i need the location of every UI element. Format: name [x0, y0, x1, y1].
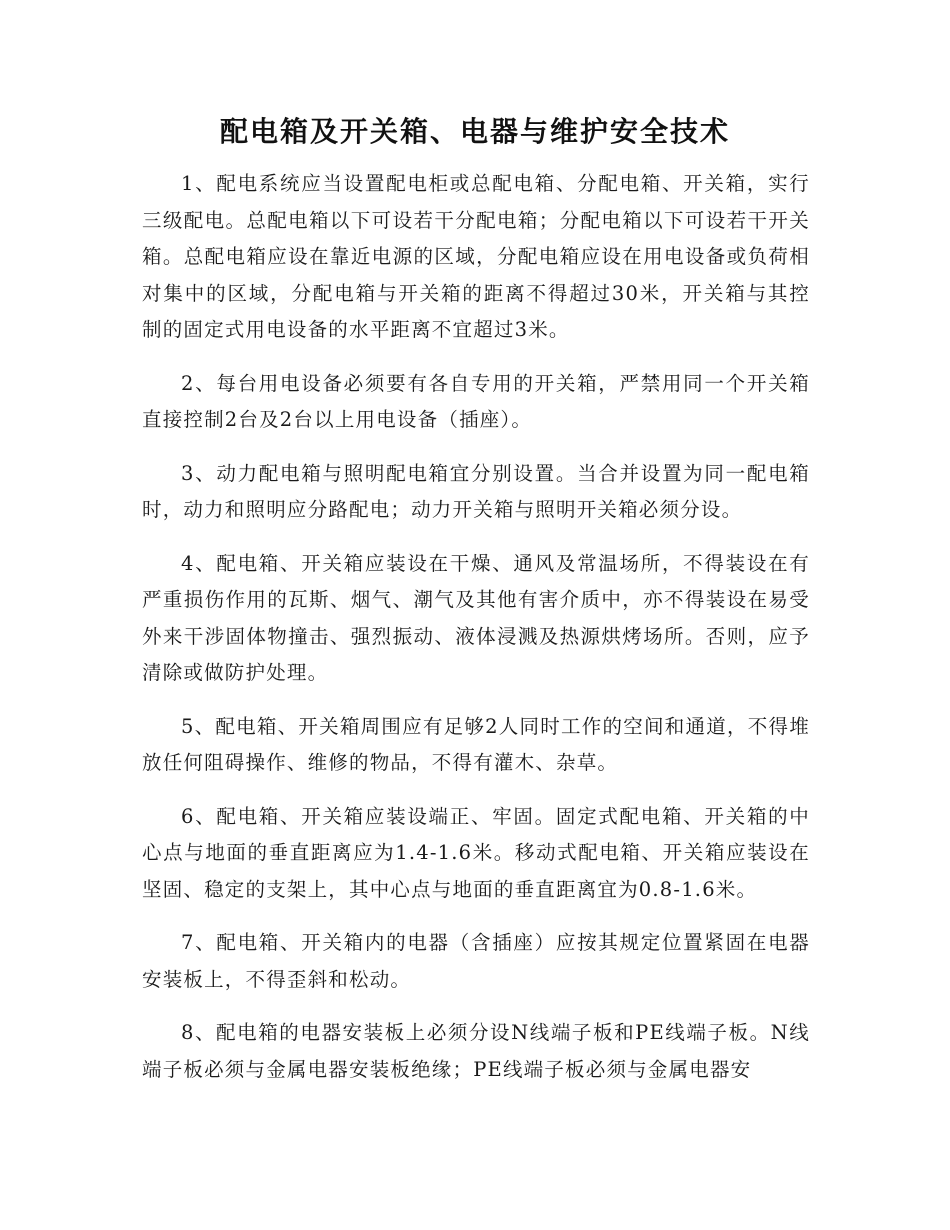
paragraph-7: 7、配电箱、开关箱内的电器（含插座）应按其规定位置紧固在电器安装板上，不得歪斜和松动。: [142, 931, 810, 991]
paragraph-8: 8、配电箱的电器安装板上必须分设N线端子板和PE线端子板。N线端子板必须与金属电器安装板绝缘；PE线端子板必须与金属电器安: [142, 1021, 810, 1081]
paragraph-1: 1、配电系统应当设置配电柜或总配电箱、分配电箱、开关箱，实行三级配电。总配电箱以下可设若干分配电箱；分配电箱以下可设若干开关箱。总配电箱应设在靠近电源的区域，分配电箱应设在用电设备或负荷相对集中的区域，分配电箱与开关箱的距离不得超过30米，开关箱与其控制的固定式用电设备的水平距离不宜超过3米。: [142, 172, 810, 341]
paragraph-6: 6、配电箱、开关箱应装设端正、牢固。固定式配电箱、开关箱的中心点与地面的垂直距离应为1.4-1.6米。移动式配电箱、开关箱应装设在坚固、稳定的支架上，其中心点与地面的垂直距离宜为0.8-1.6米。: [142, 804, 810, 901]
paragraph-4: 4、配电箱、开关箱应装设在干燥、通风及常温场所，不得装设在有严重损伤作用的瓦斯、烟气、潮气及其他有害介质中，亦不得装设在易受外来干涉固体物撞击、强烈振动、液体浸溅及热源烘烤场所。否则，应予清除或做防护处理。: [142, 551, 810, 684]
document-body: [142, 166, 810, 1105]
paragraph-3: 3、动力配电箱与照明配电箱宜分别设置。当合并设置为同一配电箱时，动力和照明应分路配电；动力开关箱与照明开关箱必须分设。: [142, 461, 810, 521]
page-title: 配电箱及开关箱、电器与维护安全技术: [219, 115, 730, 148]
paragraph-5: 5、配电箱、开关箱周围应有足够2人同时工作的空间和通道，不得堆放任何阻碍操作、维修的物品，不得有灌木、杂草。: [142, 714, 810, 774]
paragraph-2: 2、每台用电设备必须要有各自专用的开关箱，严禁用同一个开关箱直接控制2台及2台以上用电设备（插座）。: [142, 371, 810, 431]
